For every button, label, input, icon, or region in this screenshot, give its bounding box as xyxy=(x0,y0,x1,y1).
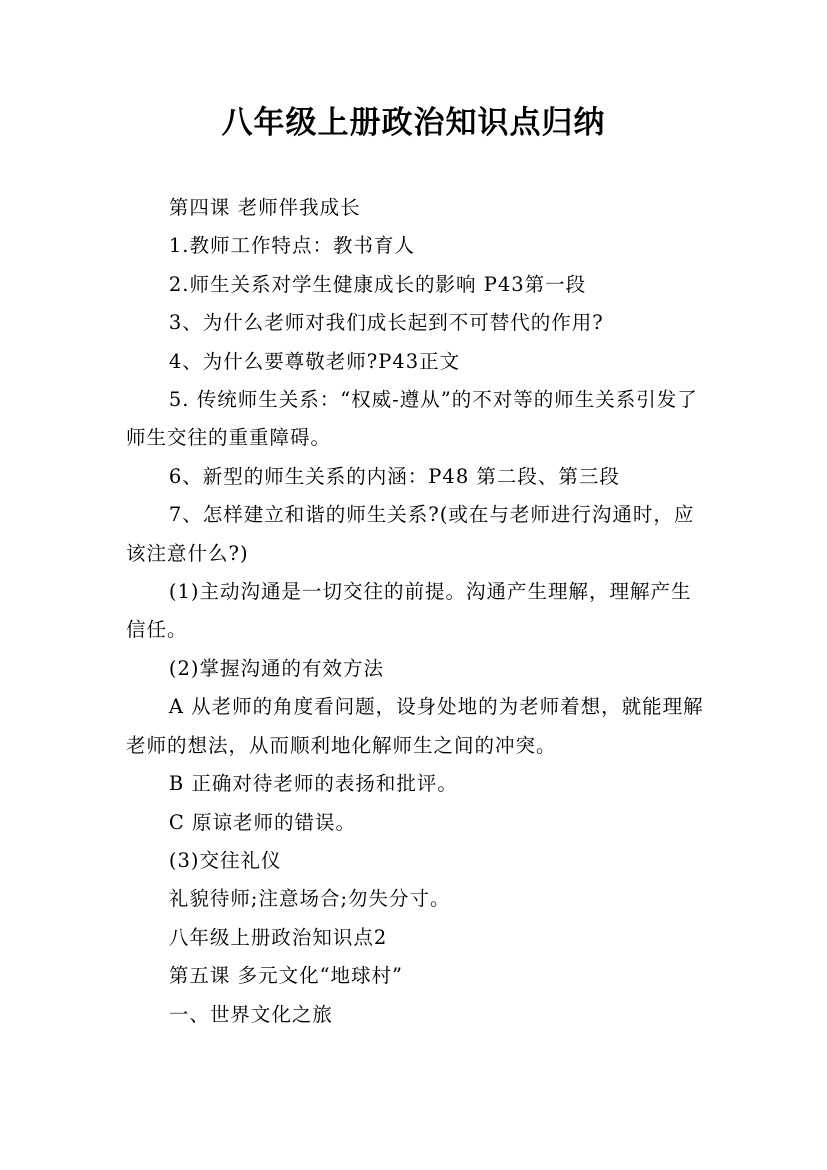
paragraph-item-1: 1.教师工作特点：教书育人 xyxy=(168,234,415,258)
document-body xyxy=(126,189,706,1034)
paragraph-item-2: 2.师生关系对学生健康成长的影响 P43第一段 xyxy=(168,272,587,296)
document-title: 八年级上册政治知识点归纳 xyxy=(221,105,606,141)
paragraph-lesson5-heading: 第五课 多元文化“地球村” xyxy=(168,964,404,988)
paragraph-sub-1: (1)主动沟通是一切交往的前提。沟通产生理解，理解产生信任。 xyxy=(126,580,692,642)
paragraph-etiquette: 礼貌待师;注意场合;勿失分寸。 xyxy=(168,887,451,911)
paragraph-part-1-heading: 一、世界文化之旅 xyxy=(168,1002,333,1026)
paragraph-point-a: A 从老师的角度看问题，设身处地的为老师着想，就能理解老师的想法，从而顺利地化解师生之间的冲突。 xyxy=(126,695,704,757)
paragraph-sub-2: (2)掌握沟通的有效方法 xyxy=(168,656,385,680)
paragraph-item-3: 3、为什么老师对我们成长起到不可替代的作用? xyxy=(168,311,604,335)
paragraph-sub-3: (3)交往礼仪 xyxy=(168,848,282,872)
paragraph-point-c: C 原谅老师的错误。 xyxy=(168,810,357,834)
paragraph-item-7: 7、怎样建立和谐的师生关系?(或在与老师进行沟通时，应该注意什么?) xyxy=(126,503,695,565)
paragraph-lesson4-heading: 第四课 老师伴我成长 xyxy=(168,196,361,219)
paragraph-point-b: B 正确对待老师的表扬和批评。 xyxy=(168,772,458,796)
paragraph-item-4: 4、为什么要尊敬老师?P43正文 xyxy=(168,349,461,373)
paragraph-item-5: 5. 传统师生关系：“权威-遵从”的不对等的师生关系引发了师生交往的重重障碍。 xyxy=(126,388,698,450)
paragraph-section-2-heading: 八年级上册政治知识点2 xyxy=(168,925,388,949)
paragraph-item-6: 6、新型的师生关系的内涵：P48 第二段、第三段 xyxy=(168,464,620,488)
